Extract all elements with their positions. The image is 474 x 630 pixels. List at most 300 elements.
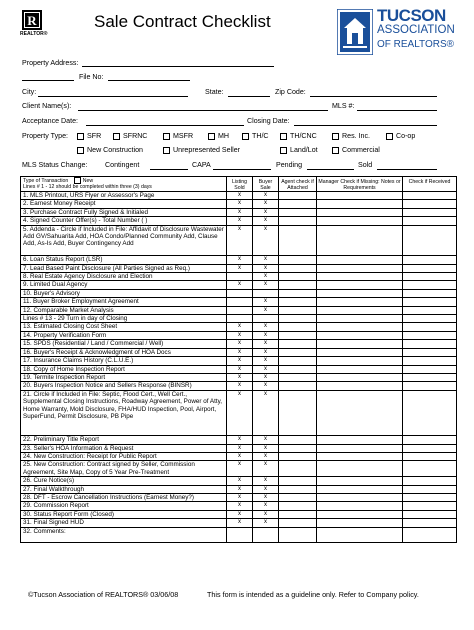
listing-sold-cell[interactable]: x <box>227 519 253 527</box>
checklist-item: 7. Lead Based Paint Disclosure (All Parties Signed as Req.) <box>21 264 227 272</box>
assoc-name-line2: ASSOCIATION <box>377 24 455 36</box>
closing-date-label: Closing Date: <box>247 117 290 125</box>
buyer-sale-cell[interactable]: x <box>253 461 279 477</box>
check-received-cell[interactable] <box>403 315 457 323</box>
listing-sold-cell[interactable] <box>227 289 253 297</box>
check-received-cell[interactable] <box>403 461 457 477</box>
checklist-item: 32. Comments: <box>21 527 227 543</box>
manager-check-cell[interactable] <box>317 527 403 543</box>
checklist-item: 30. Status Report Form (Closed) <box>21 510 227 518</box>
agent-check-cell[interactable] <box>279 217 317 225</box>
manager-check-cell[interactable] <box>317 331 403 339</box>
buyer-sale-cell[interactable]: x <box>253 436 279 444</box>
agent-check-cell[interactable] <box>279 461 317 477</box>
listing-sold-cell[interactable]: x <box>227 225 253 256</box>
status-change-date-field[interactable] <box>307 169 354 170</box>
listing-sold-cell[interactable]: x <box>227 510 253 518</box>
check-received-cell[interactable] <box>403 527 457 543</box>
buyer-sale-cell[interactable] <box>253 289 279 297</box>
check-received-cell[interactable] <box>403 357 457 365</box>
table-row <box>21 264 457 272</box>
realtor-logo <box>20 10 48 38</box>
table-row <box>21 289 457 297</box>
listing-sold-cell[interactable]: x <box>227 331 253 339</box>
property-type-checkbox[interactable] <box>332 133 339 140</box>
checklist-item: 23. Seller's HOA Information & Request <box>21 444 227 452</box>
check-received-cell[interactable] <box>403 485 457 493</box>
buyer-sale-cell[interactable]: x <box>253 273 279 281</box>
checklist-item: 31. Final Signed HUD <box>21 519 227 527</box>
agent-check-cell[interactable] <box>279 298 317 306</box>
manager-check-cell[interactable] <box>317 485 403 493</box>
buyer-sale-cell[interactable]: x <box>253 502 279 510</box>
checklist-item: 4. Signed Counter Offer(s) - Total Number ( ) <box>21 217 227 225</box>
buyer-sale-cell[interactable] <box>253 315 279 323</box>
checklist-item: 11. Buyer Broker Employment Agreement <box>21 298 227 306</box>
listing-sold-cell[interactable]: x <box>227 281 253 289</box>
buyer-sale-cell[interactable]: x <box>253 373 279 381</box>
checklist-item: 13. Estimated Closing Cost Sheet <box>21 323 227 331</box>
table-row <box>21 365 457 373</box>
property-type-label: SFR <box>87 132 102 140</box>
agent-check-cell[interactable] <box>279 315 317 323</box>
check-received-cell[interactable] <box>403 510 457 518</box>
table-row <box>21 192 457 200</box>
agent-check-cell[interactable] <box>279 527 317 543</box>
table-row <box>21 477 457 485</box>
buyer-sale-cell[interactable]: x <box>253 477 279 485</box>
assoc-name-line1: TUCSON <box>377 6 446 25</box>
checklist-item: 6. Loan Status Report (LSR) <box>21 256 227 264</box>
agent-check-cell[interactable] <box>279 200 317 208</box>
checklist-item: 16. Buyer's Receipt & Acknowledgment of HOA Docs <box>21 348 227 356</box>
checklist-item: 28. DFT - Escrow Cancellation Instructions (Earnest Money?) <box>21 493 227 501</box>
property-type-checkbox[interactable] <box>242 133 249 140</box>
status-change-label: Sold <box>358 161 373 169</box>
buyer-sale-cell[interactable]: x <box>253 281 279 289</box>
property-type-checkbox[interactable] <box>208 133 215 140</box>
table-row <box>21 281 457 289</box>
checklist-item: 15. SPDS (Residential / Land / Commercial / Well) <box>21 340 227 348</box>
check-received-cell[interactable] <box>403 373 457 381</box>
property-type-label: MH <box>218 132 230 140</box>
agent-check-cell[interactable] <box>279 273 317 281</box>
buyer-sale-cell[interactable]: x <box>253 444 279 452</box>
table-row <box>21 323 457 331</box>
check-received-cell[interactable] <box>403 444 457 452</box>
listing-sold-cell[interactable]: x <box>227 217 253 225</box>
listing-sold-cell[interactable]: x <box>227 493 253 501</box>
file-no-field[interactable] <box>108 80 190 81</box>
manager-check-cell[interactable] <box>317 298 403 306</box>
house-emblem-icon <box>337 9 373 55</box>
manager-check-cell[interactable] <box>317 477 403 485</box>
agent-check-cell[interactable] <box>279 365 317 373</box>
property-type-extra-checkbox[interactable] <box>280 147 287 154</box>
manager-check-cell[interactable] <box>317 217 403 225</box>
property-type-extra-label: Commercial <box>342 146 380 154</box>
check-received-cell[interactable] <box>403 323 457 331</box>
table-row <box>21 527 457 543</box>
property-type-label: MSFR <box>173 132 194 140</box>
check-received-cell[interactable] <box>403 340 457 348</box>
agent-check-cell[interactable] <box>279 493 317 501</box>
checklist-item: 20. Buyers Inspection Notice and Sellers Response (BINSR) <box>21 382 227 390</box>
buyer-sale-cell[interactable]: x <box>253 519 279 527</box>
check-received-cell[interactable] <box>403 264 457 272</box>
manager-check-cell[interactable] <box>317 436 403 444</box>
buyer-sale-cell[interactable]: x <box>253 357 279 365</box>
manager-check-cell[interactable] <box>317 264 403 272</box>
agent-check-cell[interactable] <box>279 357 317 365</box>
agent-check-cell[interactable] <box>279 485 317 493</box>
listing-sold-cell[interactable]: x <box>227 485 253 493</box>
tucson-association-logo <box>337 7 456 59</box>
agent-check-cell[interactable] <box>279 348 317 356</box>
check-received-cell[interactable] <box>403 225 457 256</box>
agent-check-cell[interactable] <box>279 477 317 485</box>
table-row <box>21 452 457 460</box>
buyer-sale-cell[interactable]: x <box>253 493 279 501</box>
buyer-sale-cell[interactable]: x <box>253 348 279 356</box>
listing-sold-cell[interactable]: x <box>227 365 253 373</box>
table-row <box>21 390 457 435</box>
table-row <box>21 340 457 348</box>
agent-check-cell[interactable] <box>279 225 317 256</box>
manager-check-cell[interactable] <box>317 510 403 518</box>
zip-field[interactable] <box>310 96 437 97</box>
property-address-label: Property Address: <box>22 59 79 67</box>
manager-check-cell[interactable] <box>317 340 403 348</box>
checklist-item: 29. Commission Report <box>21 502 227 510</box>
manager-check-cell[interactable] <box>317 365 403 373</box>
table-row <box>21 200 457 208</box>
agent-check-cell[interactable] <box>279 256 317 264</box>
checklist-item: 18. Copy of Home Inspection Report <box>21 365 227 373</box>
svg-text:R: R <box>27 13 37 28</box>
checklist-item: 8. Real Estate Agency Disclosure and Election <box>21 273 227 281</box>
manager-check-cell[interactable] <box>317 273 403 281</box>
listing-sold-cell[interactable]: x <box>227 390 253 435</box>
client-names-field[interactable] <box>78 110 328 111</box>
agent-check-cell[interactable] <box>279 289 317 297</box>
listing-sold-cell[interactable]: x <box>227 452 253 460</box>
check-received-cell[interactable] <box>403 436 457 444</box>
status-change-label: Contingent <box>105 161 140 169</box>
checklist-item: 1. MLS Printout, URS Flyer or Assessor's Page <box>21 192 227 200</box>
table-row <box>21 217 457 225</box>
check-received-cell[interactable] <box>403 281 457 289</box>
manager-check-cell[interactable] <box>317 452 403 460</box>
buyer-sale-cell[interactable] <box>253 527 279 543</box>
table-header-row <box>21 177 457 192</box>
table-row <box>21 273 457 281</box>
table-row <box>21 306 457 314</box>
listing-sold-cell[interactable] <box>227 527 253 543</box>
check-received-cell[interactable] <box>403 519 457 527</box>
check-received-cell[interactable] <box>403 493 457 501</box>
listing-sold-cell[interactable]: x <box>227 192 253 200</box>
property-type-extra-checkbox[interactable] <box>77 147 84 154</box>
manager-check-cell[interactable] <box>317 208 403 216</box>
acceptance-date-label: Acceptance Date: <box>22 117 78 125</box>
check-received-cell[interactable] <box>403 348 457 356</box>
check-received-cell[interactable] <box>403 298 457 306</box>
listing-sold-cell[interactable] <box>227 298 253 306</box>
table-row <box>21 519 457 527</box>
table-row <box>21 298 457 306</box>
buyer-sale-cell[interactable]: x <box>253 390 279 435</box>
mls-label: MLS #: <box>332 102 355 110</box>
check-received-cell[interactable] <box>403 452 457 460</box>
lines-1-12-note: Lines # 1 - 12 should be completed within three (3) days <box>23 184 152 190</box>
agent-check-cell[interactable] <box>279 192 317 200</box>
check-received-cell[interactable] <box>403 382 457 390</box>
checklist-item: 5. Addenda - Circle if Included in File: Affidavit of Disclosure Wastewater Add GV/Sahuarita Add, HOA Condo/Planned Community Add, Clause Add, As-Is Add, Buyer Contingency Add <box>21 225 227 256</box>
acceptance-date-field[interactable] <box>86 125 244 126</box>
buyer-sale-cell[interactable]: x <box>253 264 279 272</box>
property-type-extra-label: Unrepresented Seller <box>173 146 241 154</box>
zip-label: Zip Code: <box>275 88 306 96</box>
checklist-table <box>20 176 457 543</box>
listing-sold-cell[interactable] <box>227 306 253 314</box>
status-change-date-field[interactable] <box>150 169 188 170</box>
check-received-cell[interactable] <box>403 273 457 281</box>
buyer-sale-cell[interactable]: x <box>253 192 279 200</box>
listing-sold-cell[interactable]: x <box>227 256 253 264</box>
agent-check-cell[interactable] <box>279 444 317 452</box>
manager-check-cell[interactable] <box>317 519 403 527</box>
checklist-item: 14. Property Verification Form <box>21 331 227 339</box>
file-no-prefix-field[interactable] <box>22 80 74 81</box>
agent-check-cell[interactable] <box>279 306 317 314</box>
table-row <box>21 331 457 339</box>
state-label: State: <box>205 88 224 96</box>
buyer-sale-cell[interactable]: x <box>253 452 279 460</box>
realtor-caption: REALTOR® <box>20 31 48 37</box>
table-row <box>21 208 457 216</box>
manager-check-cell[interactable] <box>317 289 403 297</box>
buyer-sale-cell[interactable]: x <box>253 200 279 208</box>
manager-check-cell[interactable] <box>317 200 403 208</box>
listing-sold-cell[interactable]: x <box>227 502 253 510</box>
property-type-checkbox[interactable] <box>77 133 84 140</box>
property-type-label: TH/CNC <box>290 132 317 140</box>
mls-status-change-label: MLS Status Change: <box>22 161 88 169</box>
agent-check-cell[interactable] <box>279 519 317 527</box>
file-no-label: File No: <box>79 73 104 81</box>
manager-check-cell[interactable] <box>317 348 403 356</box>
buyer-sale-cell[interactable]: x <box>253 306 279 314</box>
table-row <box>21 461 457 477</box>
manager-check-cell[interactable] <box>317 444 403 452</box>
table-row <box>21 436 457 444</box>
listing-sold-cell[interactable]: x <box>227 373 253 381</box>
checklist-item: 25. New Construction: Contract signed by Seller, Commission Agreement, Site Map, Copy of 5 Year Pre-Treatment <box>21 461 227 477</box>
buyer-sale-cell[interactable]: x <box>253 225 279 256</box>
buyer-sale-cell[interactable]: x <box>253 298 279 306</box>
manager-check-header: Manager Check if Missing: Notes or Requirements <box>317 177 403 192</box>
table-row <box>21 225 457 256</box>
check-received-cell[interactable] <box>403 256 457 264</box>
listing-sold-cell[interactable]: x <box>227 208 253 216</box>
listing-sold-cell[interactable]: x <box>227 436 253 444</box>
new-transaction-checkbox[interactable] <box>74 177 81 184</box>
state-field[interactable] <box>228 96 270 97</box>
check-received-cell[interactable] <box>403 365 457 373</box>
listing-sold-cell[interactable]: x <box>227 323 253 331</box>
footer-note: This form is intended as a guideline only. Refer to Company policy. <box>207 590 419 599</box>
property-type-label: SFRNC <box>123 132 148 140</box>
status-change-label: Pending <box>276 161 303 169</box>
manager-check-cell[interactable] <box>317 192 403 200</box>
transaction-type-header <box>21 177 227 192</box>
property-type-label: Res. Inc. <box>342 132 370 140</box>
table-row <box>21 510 457 518</box>
closing-date-field[interactable] <box>294 125 437 126</box>
buyer-sale-cell[interactable]: x <box>253 340 279 348</box>
check-received-header: Check if Received <box>403 177 457 192</box>
check-received-cell[interactable] <box>403 502 457 510</box>
manager-check-cell[interactable] <box>317 461 403 477</box>
property-type-extra-checkbox[interactable] <box>332 147 339 154</box>
listing-sold-cell[interactable]: x <box>227 264 253 272</box>
check-received-cell[interactable] <box>403 289 457 297</box>
checklist-item: 22. Preliminary Title Report <box>21 436 227 444</box>
table-row <box>21 256 457 264</box>
mls-field[interactable] <box>357 110 437 111</box>
manager-check-cell[interactable] <box>317 493 403 501</box>
manager-check-cell[interactable] <box>317 256 403 264</box>
agent-check-cell[interactable] <box>279 323 317 331</box>
manager-check-cell[interactable] <box>317 357 403 365</box>
buyer-sale-cell[interactable]: x <box>253 485 279 493</box>
check-received-cell[interactable] <box>403 217 457 225</box>
agent-check-cell[interactable] <box>279 340 317 348</box>
agent-check-cell[interactable] <box>279 373 317 381</box>
checklist-item: 2. Earnest Money Receipt <box>21 200 227 208</box>
table-row <box>21 502 457 510</box>
manager-check-cell[interactable] <box>317 281 403 289</box>
manager-check-cell[interactable] <box>317 306 403 314</box>
property-type-label: Property Type: <box>22 132 69 140</box>
check-received-cell[interactable] <box>403 477 457 485</box>
check-received-cell[interactable] <box>403 208 457 216</box>
listing-sold-cell[interactable] <box>227 315 253 323</box>
client-names-label: Client Name(s): <box>22 102 72 110</box>
city-field[interactable] <box>38 96 188 97</box>
agent-check-cell[interactable] <box>279 436 317 444</box>
listing-sold-cell[interactable]: x <box>227 461 253 477</box>
manager-check-cell[interactable] <box>317 382 403 390</box>
agent-check-cell[interactable] <box>279 331 317 339</box>
manager-check-cell[interactable] <box>317 502 403 510</box>
manager-check-cell[interactable] <box>317 373 403 381</box>
checklist-item: 19. Termite Inspection Report <box>21 373 227 381</box>
listing-sold-cell[interactable]: x <box>227 382 253 390</box>
property-type-label: TH/C <box>252 132 269 140</box>
manager-check-cell[interactable] <box>317 323 403 331</box>
city-label: City: <box>22 88 37 96</box>
listing-sold-header: Listing Sold <box>227 177 253 192</box>
table-row <box>21 485 457 493</box>
agent-check-cell[interactable] <box>279 452 317 460</box>
property-type-extra-label: New Construction <box>87 146 143 154</box>
buyer-sale-cell[interactable]: x <box>253 382 279 390</box>
status-change-date-field[interactable] <box>377 169 437 170</box>
listing-sold-cell[interactable]: x <box>227 477 253 485</box>
property-type-extra-checkbox[interactable] <box>163 147 170 154</box>
property-address-field[interactable] <box>82 66 274 67</box>
checklist-item: 17. Insurance Claims History (C.L.U.E.) <box>21 357 227 365</box>
checklist-item: 3. Purchase Contract Fully Signed & Initialed <box>21 208 227 216</box>
buyer-sale-cell[interactable]: x <box>253 217 279 225</box>
check-received-cell[interactable] <box>403 192 457 200</box>
property-type-label: Co-op <box>396 132 416 140</box>
buyer-sale-cell[interactable]: x <box>253 323 279 331</box>
agent-check-cell[interactable] <box>279 281 317 289</box>
page-title: Sale Contract Checklist <box>94 12 271 31</box>
check-received-cell[interactable] <box>403 331 457 339</box>
check-received-cell[interactable] <box>403 306 457 314</box>
agent-check-cell[interactable] <box>279 208 317 216</box>
property-type-checkbox[interactable] <box>113 133 120 140</box>
table-row <box>21 444 457 452</box>
property-type-checkbox[interactable] <box>386 133 393 140</box>
agent-check-cell[interactable] <box>279 502 317 510</box>
checklist-item: 24. New Construction: Receipt for Public Report <box>21 452 227 460</box>
manager-check-cell[interactable] <box>317 315 403 323</box>
buyer-sale-header: Buyer Sale <box>253 177 279 192</box>
checklist-item: 27. Final Walkthrough <box>21 485 227 493</box>
transaction-type-label: Type of Transaction <box>23 177 69 184</box>
table-row <box>21 315 457 323</box>
listing-sold-cell[interactable] <box>227 273 253 281</box>
property-type-checkbox[interactable] <box>163 133 170 140</box>
listing-sold-cell[interactable]: x <box>227 444 253 452</box>
table-row <box>21 493 457 501</box>
table-row <box>21 373 457 381</box>
table-row <box>21 357 457 365</box>
property-type-checkbox[interactable] <box>280 133 287 140</box>
check-received-cell[interactable] <box>403 390 457 435</box>
buyer-sale-cell[interactable]: x <box>253 365 279 373</box>
checklist-item: 26. Cure Notice(s) <box>21 477 227 485</box>
listing-sold-cell[interactable]: x <box>227 340 253 348</box>
status-change-label: CAPA <box>192 161 211 169</box>
table-row <box>21 348 457 356</box>
agent-check-cell[interactable] <box>279 382 317 390</box>
agent-check-cell[interactable] <box>279 510 317 518</box>
listing-sold-cell[interactable]: x <box>227 200 253 208</box>
check-received-cell[interactable] <box>403 200 457 208</box>
checklist-item: 10. Buyer's Advisory <box>21 289 227 297</box>
buyer-sale-cell[interactable]: x <box>253 331 279 339</box>
agent-check-cell[interactable] <box>279 390 317 435</box>
buyer-sale-cell[interactable]: x <box>253 256 279 264</box>
manager-check-cell[interactable] <box>317 225 403 256</box>
agent-check-header: Agent check if Attached <box>279 177 317 192</box>
agent-check-cell[interactable] <box>279 264 317 272</box>
manager-check-cell[interactable] <box>317 390 403 435</box>
listing-sold-cell[interactable]: x <box>227 348 253 356</box>
status-change-date-field[interactable] <box>213 169 271 170</box>
property-type-extra-label: Land/Lot <box>290 146 318 154</box>
listing-sold-cell[interactable]: x <box>227 357 253 365</box>
buyer-sale-cell[interactable]: x <box>253 510 279 518</box>
assoc-name-line3: OF REALTORS® <box>377 39 455 50</box>
buyer-sale-cell[interactable]: x <box>253 208 279 216</box>
